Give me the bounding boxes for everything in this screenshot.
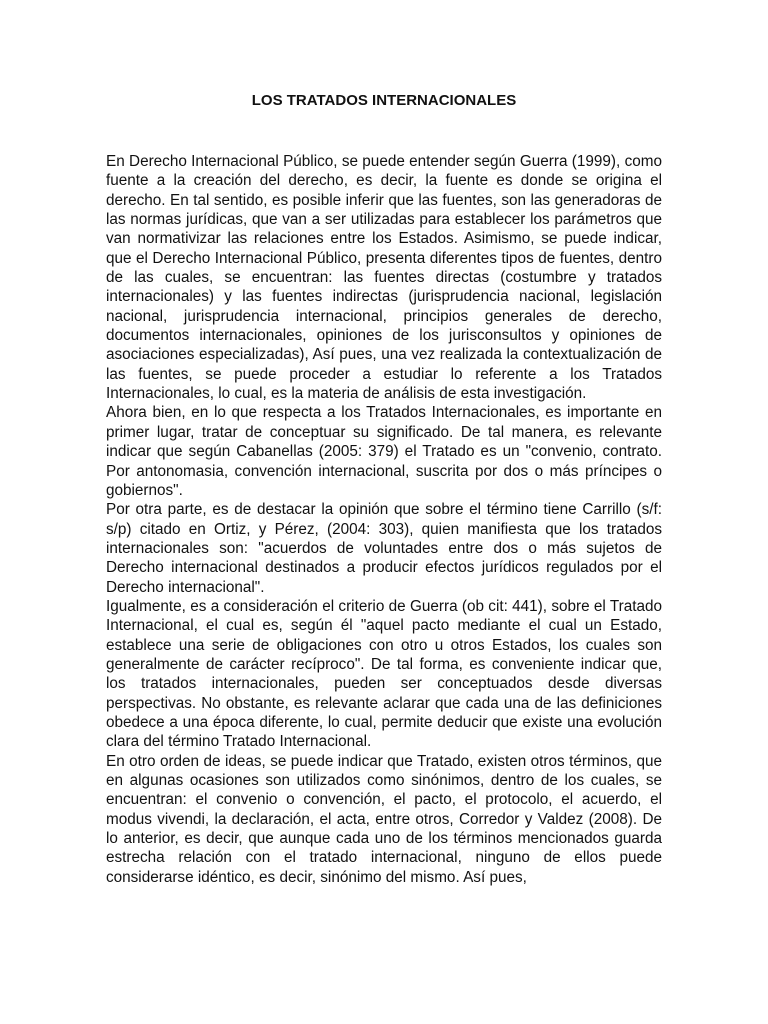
paragraph-3: Por otra parte, es de destacar la opinión que sobre el término tiene Carrillo (s/f: s/p) citado en Ortiz, y Pérez, (2004: 303), quien manifiesta que los tratados internacionales son: "acuerdos de voluntades entre dos o más sujetos de Derecho internacional destinados a producir efectos jurídicos regulados por el Derecho internacional".	[106, 501, 662, 596]
paragraph-5: En otro orden de ideas, se puede indicar que Tratado, existen otros términos, que en algunas ocasiones son utilizados como sinónimos, dentro de los cuales, se encuentran: el convenio o convención, el pacto, el protocolo, el acuerdo, el modus vivendi, la declaración, el acta, entre otros, Corredor y Valdez (2008). De lo anterior, es decir, que aunque cada uno de los términos mencionados guarda estrecha relación con el tratado internacional, ninguno de ellos puede considerarse idéntico, es decir, sinónimo del mismo. Así pues,	[106, 752, 662, 886]
paragraph-2: Ahora bien, en lo que respecta a los Tratados Internacionales, es importante en primer lugar, tratar de conceptuar su significado. De tal manera, es relevante indicar que según Cabanellas (2005: 379) el Tratado es un "convenio, contrato. Por antonomasia, convención internacional, suscrita por dos o más príncipes o gobiernos".	[106, 404, 662, 499]
document-body	[106, 152, 662, 887]
document-title: LOS TRATADOS INTERNACIONALES	[251, 92, 517, 109]
paragraph-1: En Derecho Internacional Público, se puede entender según Guerra (1999), como fuente a la creación del derecho, es decir, la fuente es donde se origina el derecho. En tal sentido, es posible inferir que las fuentes, son las generadoras de las normas jurídicas, que van a ser utilizadas para establecer los parámetros que van normativizar las relaciones entre los Estados. Asimismo, se puede indicar, que el Derecho Internacional Público, presenta diferentes tipos de fuentes, dentro de las cuales, se encuentran: las fuentes directas (costumbre y tratados internacionales) y las fuentes indirectas (jurisprudencia nacional, legislación nacional, jurisprudencia internacional, principios generales de derecho, documentos internacionales, opiniones de los jurisconsultos y opiniones de asociaciones especializadas), Así pues, una vez realizada la contextualización de las fuentes, se puede proceder a estudiar lo referente a los Tratados Internacionales, lo cual, es la materia de análisis de esta investigación.	[106, 153, 662, 403]
paragraph-4: Igualmente, es a consideración el criterio de Guerra (ob cit: 441), sobre el Tratado Internacional, el cual es, según él "aquel pacto mediante el cual un Estado, establece una serie de obligaciones con otro u otros Estados, los cuales son generalmente de carácter recíproco". De tal forma, es conveniente indicar que, los tratados internacionales, pueden ser conceptuados desde diversas perspectivas. No obstante, es relevante aclarar que cada una de las definiciones obedece a una época diferente, lo cual, permite deducir que existe una evolución clara del término Tratado Internacional.	[106, 597, 662, 751]
